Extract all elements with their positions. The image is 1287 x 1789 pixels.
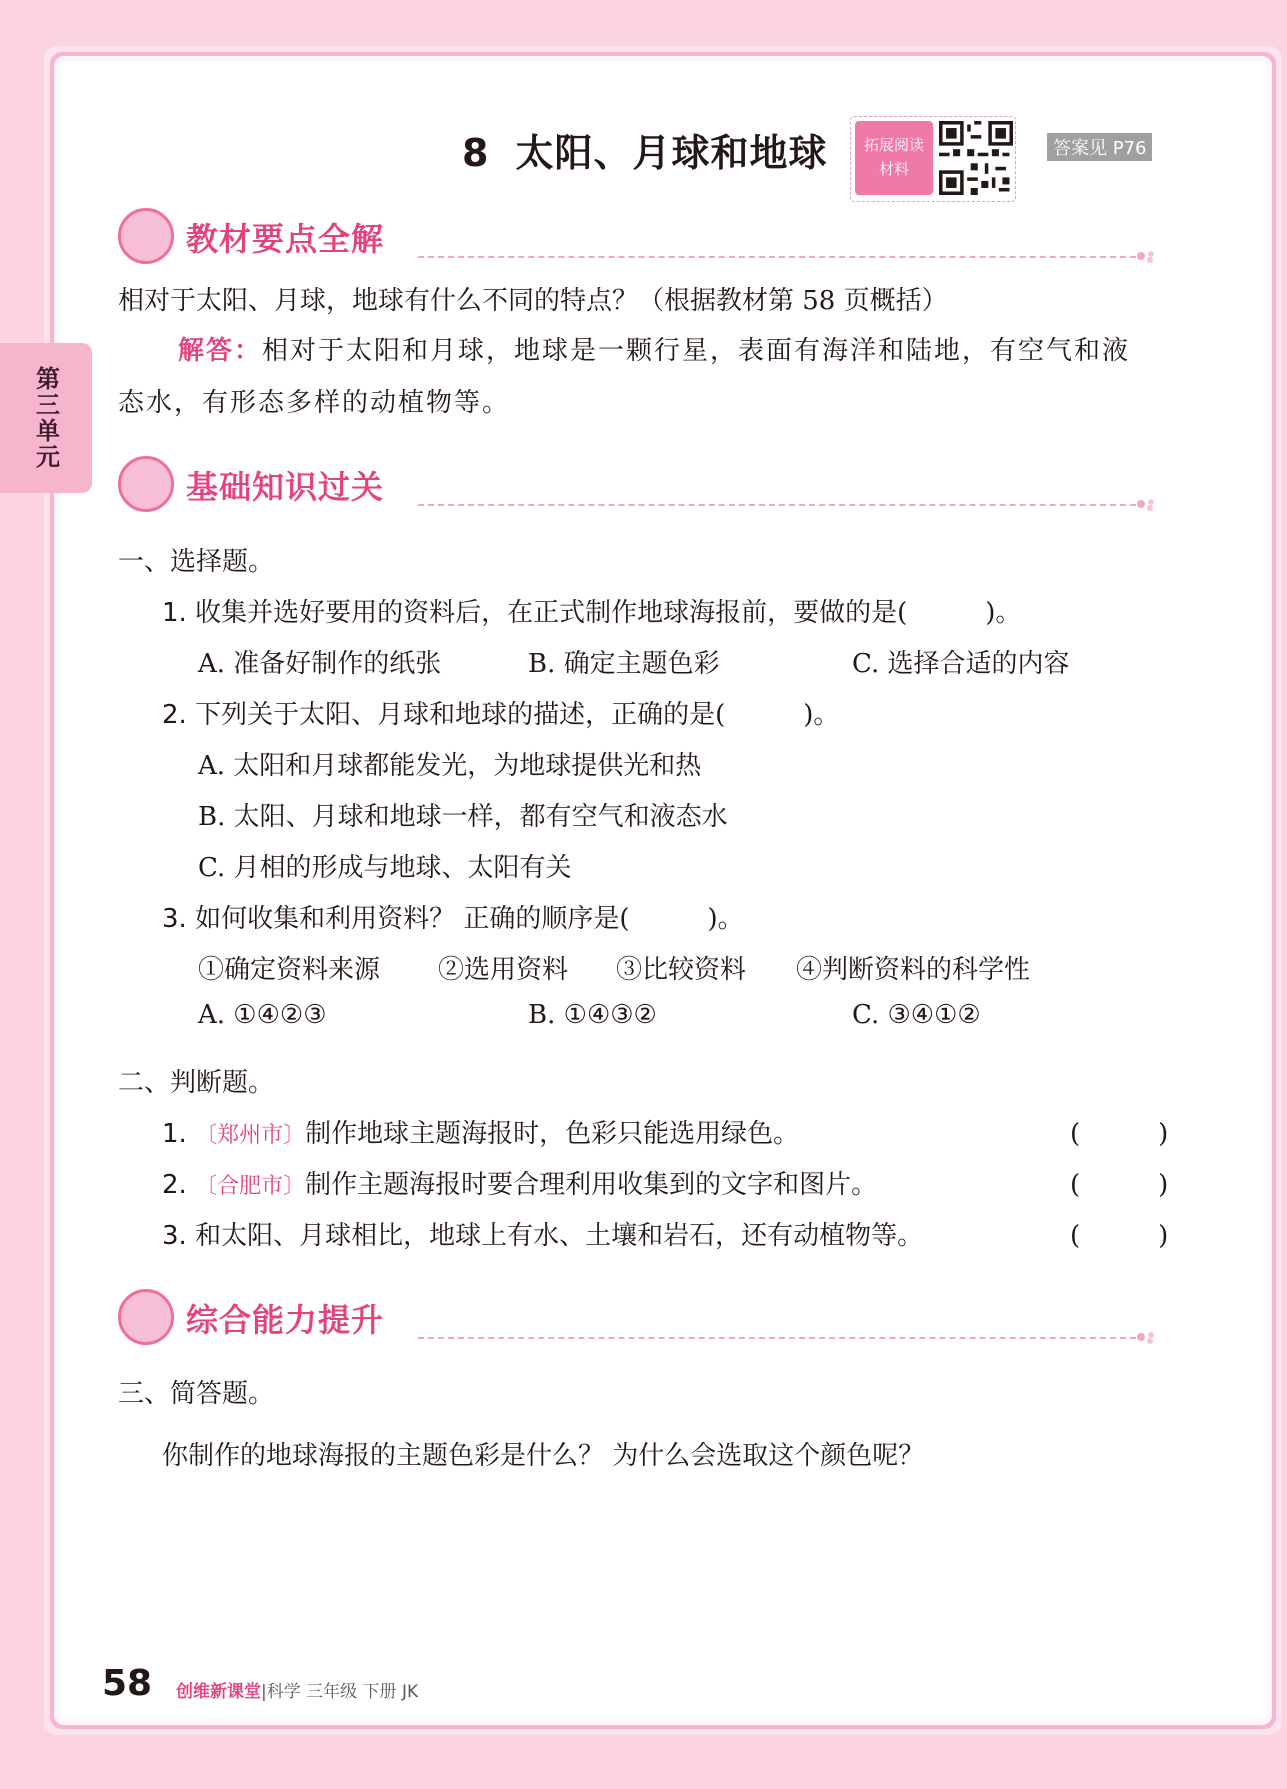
- qr-code-icon: [939, 121, 1013, 195]
- footer-info: [176, 1677, 418, 1702]
- lesson-title: [462, 122, 827, 177]
- qr-label-line1: 拓展阅读: [863, 136, 924, 154]
- key-answer-text1: 相对于太阳和月球，地球是一颗行星，表面有海洋和陆地，有空气和液: [262, 336, 1131, 366]
- key-question: 相对于太阳、月球，地球有什么不同的特点？（根据教材第 58 页概括）: [118, 286, 948, 316]
- reading-boy-icon: [118, 208, 174, 264]
- option-b[interactable]: B. 太阳、月球和地球一样，都有空气和液态水: [198, 802, 728, 832]
- item-text: 和太阳、月球相比，地球上有水、土壤和岩石，还有动植物等。: [195, 1221, 924, 1251]
- answer-reference-badge: 答案见 P76: [1047, 133, 1152, 161]
- key-answer-line2: 态水，有形态多样的动植物等。: [118, 388, 511, 418]
- item-text: 制作地球主题海报时，色彩只能选用绿色。: [305, 1119, 800, 1149]
- step-2: ②选用资料: [438, 955, 569, 985]
- tf-item-3: [162, 1215, 923, 1252]
- option-a[interactable]: A. 准备好制作的纸张: [198, 649, 442, 679]
- step-3: ③比较资料: [616, 955, 747, 985]
- item-number: 3.: [162, 1221, 187, 1251]
- question-stem: 收集并选好要用的资料后，在正式制作地球海报前，要做的是( )。: [195, 598, 1022, 628]
- step-4: ④判断资料的科学性: [796, 955, 1031, 985]
- city-tag: 〔合肥市〕: [195, 1174, 306, 1199]
- tf-item-2: [162, 1164, 877, 1201]
- footer-separator: |: [261, 1682, 267, 1702]
- section-divider: [418, 1337, 1136, 1339]
- answer-paren[interactable]: ( ): [1070, 1221, 1169, 1251]
- qr-reading-material[interactable]: [850, 116, 1016, 202]
- option-c[interactable]: C. 选择合适的内容: [852, 649, 1070, 679]
- item-number: 2.: [162, 1170, 187, 1200]
- section-header-key-points: [118, 206, 1158, 266]
- thinking-girl-icon: [118, 456, 174, 512]
- tf-item-1: [162, 1113, 799, 1150]
- qr-label: [855, 121, 933, 195]
- answer-paren[interactable]: ( ): [1070, 1119, 1169, 1149]
- mc-question-1: [162, 592, 1021, 629]
- section-header-advanced: [118, 1287, 1158, 1347]
- option-b[interactable]: B. ①④③②: [528, 1000, 657, 1030]
- key-answer-line1: [178, 330, 1130, 367]
- section-header-basics: [118, 454, 1158, 514]
- short-answer-question: 你制作的地球海报的主题色彩是什么？ 为什么会选取这个颜色呢？: [162, 1441, 925, 1471]
- item-number: 1.: [162, 1119, 187, 1149]
- question-number: 1.: [162, 598, 187, 628]
- option-c[interactable]: C. 月相的形成与地球、太阳有关: [198, 853, 572, 883]
- qr-label-line2: 材料: [878, 160, 909, 178]
- city-tag: 〔郑州市〕: [195, 1123, 306, 1148]
- footer-subject: 科学 三年级 下册 JK: [266, 1682, 419, 1702]
- option-b[interactable]: B. 确定主题色彩: [528, 649, 720, 679]
- dots-icon: [1136, 1329, 1158, 1345]
- item-text: 制作主题海报时要合理利用收集到的文字和图片。: [305, 1170, 878, 1200]
- option-a[interactable]: A. ①④②③: [198, 1000, 327, 1030]
- unit-side-tab: [0, 343, 92, 493]
- unit-label: 第三单元: [31, 366, 60, 470]
- question-stem: 下列关于太阳、月球和地球的描述，正确的是( )。: [195, 700, 840, 730]
- lesson-number: 8: [462, 131, 490, 175]
- smiling-kid-icon: [118, 1289, 174, 1345]
- question-number: 2.: [162, 700, 187, 730]
- section-title: 基础知识过关: [186, 468, 385, 506]
- section-divider: [418, 504, 1136, 506]
- part3-heading: 三、简答题。: [118, 1379, 275, 1409]
- part2-heading: 二、判断题。: [118, 1068, 275, 1098]
- question-number: 3.: [162, 904, 187, 934]
- mc-question-3: [162, 898, 744, 935]
- dots-icon: [1136, 248, 1158, 264]
- page-number: 58: [102, 1663, 153, 1704]
- section-title: 教材要点全解: [186, 220, 385, 258]
- section-title: 综合能力提升: [186, 1301, 385, 1339]
- lesson-title-text: 太阳、月球和地球: [515, 131, 828, 175]
- answer-paren[interactable]: ( ): [1070, 1170, 1169, 1200]
- question-stem: 如何收集和利用资料？ 正确的顺序是( )。: [195, 904, 744, 934]
- section-divider: [418, 256, 1136, 258]
- footer-brand: 创维新课堂: [176, 1682, 261, 1702]
- option-a[interactable]: A. 太阳和月球都能发光，为地球提供光和热: [198, 751, 702, 781]
- option-c[interactable]: C. ③④①②: [852, 1000, 981, 1030]
- dots-icon: [1136, 496, 1158, 512]
- step-1: ①确定资料来源: [198, 955, 381, 985]
- mc-question-2: [162, 694, 839, 731]
- part1-heading: 一、选择题。: [118, 547, 275, 577]
- answer-label: 解答：: [178, 336, 263, 366]
